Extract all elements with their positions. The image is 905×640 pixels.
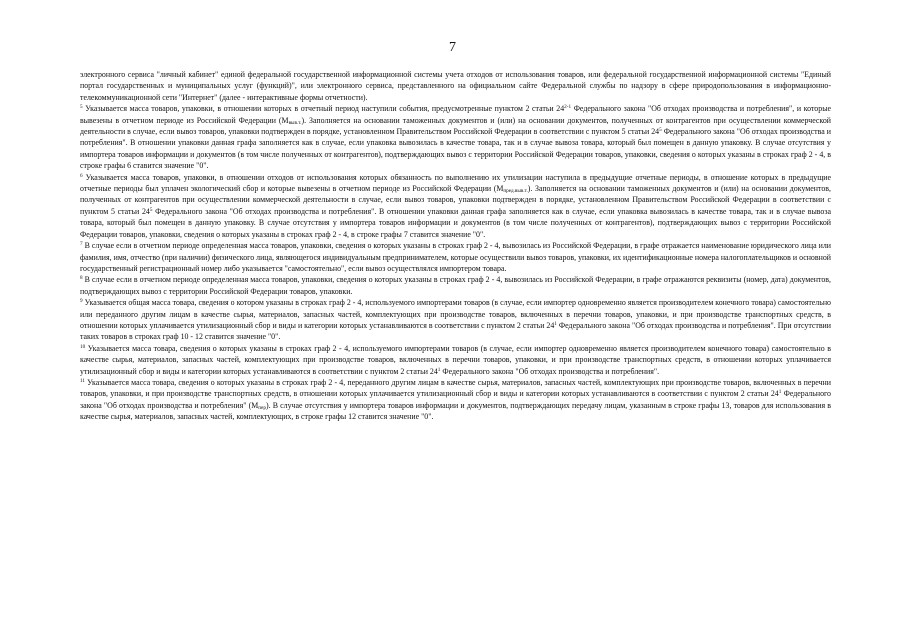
text-run: Указывается масса товара, сведения о которых указаны в строках граф 2 - 4, используемого импортерами товаров (в случае, если импортер одновременно является производителем конечного товара) самостоятельно в качестве сырья, материалов, запасных частей, комплектующих при производстве товаров, включенных в перечни товаров, упаковки, и при производстве транспортных средств, в отношении которых уплачивается утилизационный сбор и виды и категории которых устанавливаются в соответствии с пунктом 2 статьи 24 bbox=[80, 343, 831, 376]
superscript: 9 bbox=[80, 298, 83, 305]
footnote-paragraph bbox=[80, 240, 831, 274]
text-run: Указывается общая масса товара, сведения о котором указаны в строках граф 2 - 4, используемого импортерами товаров (в случае, если импортер одновременно является производителем конечного товара) самостоятельно или переданного другим лицам в качестве сырья, материалов, запасных частей, комплектующих при производстве товаров, включенных в перечни товаров, упаковки, и при производстве транспортных средств, в отношении которых уплачивается утилизационный сбор и виды и категории которых устанавливаются в соответствии с пунктом 2 статьи 24 bbox=[80, 298, 831, 330]
superscript: 5 bbox=[80, 104, 83, 111]
text-run: электронного сервиса "личный кабинет" единой федеральной государственной информационной системы учета отходов от использования товаров, или федеральной государственной информационной системы "Единый портал государственных и муниципальных услуг (функций)", или электронного сервиса, представленного на официальном сайте Федеральной службы по надзору в сфере природопользования в информационно-телекоммуникационной сети "Интернет" (далее - интерактивные формы отчетности). bbox=[80, 70, 831, 102]
text-run: В случае если в отчетном периоде определенная масса товаров, упаковки, сведения о которых указаны в строках граф 2 - 4, вывозилась из Российской Федерации, в графе отражаются реквизиты (номер, дата) документов, подтверждающих вывоз с территории Российской Федерации товаров, упаковки. bbox=[80, 275, 831, 296]
subscript: пред.выв.т. bbox=[503, 188, 528, 195]
continued-paragraph bbox=[80, 69, 831, 103]
text-run: В случае если в отчетном периоде определенная масса товаров, упаковки, сведения о которых указаны в строках граф 2 - 4, вывозилась из Российской Федерации, в графе отражается наименование юридического лица или фамилия, имя, отчество (при наличии) физического лица, являющегося индивидуальным предпринимателем, которые осуществили вывоз товаров, упаковки, их идентификационные номера налогоплательщиков и основной государственный регистрационный номер либо указывается "самостоятельно", если вывоз осуществлялся импортером товара. bbox=[80, 241, 831, 273]
text-run: ). Заполняется на основании таможенных документов и (или) на основании документов, полученных от контрагентов при осуществлении коммерческой деятельности в случае, если вывоз товаров, упаковки подтвержден в порядке, установленном Правительством Российской Федерации в соответствии с пунктом 5 статьи 24 bbox=[80, 115, 831, 137]
text-run: Федерального закона "Об отходах производства и потребления". При отсутствии таких товаров в строках граф 10 - 12 ставится значение "0". bbox=[80, 320, 831, 342]
text-run: ). Заполняется на основании таможенных документов и (или) на основании документов, полученных от контрагентов при осуществлении коммерческой деятельности в случае, если вывоз товаров, упаковки подтвержден в порядке, установленном Правительством Российской Федерации в соответствии с пунктом 5 статьи 24 bbox=[80, 184, 832, 216]
footnote-paragraph bbox=[80, 172, 831, 240]
superscript: 7 bbox=[80, 241, 83, 248]
text-run: Указывается масса товаров, упаковки, в отношении отходов от использования которых обязанность по выполнению их утилизации наступила в предыдущие отчетные периоды, в отношение которых в предыдущие отчетные периоды был уплачен экологический сбор и которые вывезены в отчетном периоде из Российской Федерации (М bbox=[80, 172, 831, 194]
superscript: 2-1 bbox=[564, 104, 572, 111]
footnote-paragraph bbox=[80, 343, 831, 377]
superscript: 1 bbox=[778, 389, 782, 396]
text-run: Федерального закона "Об отходах производства и потребления" (М bbox=[80, 389, 831, 410]
superscript: 1 bbox=[554, 320, 557, 327]
text-run: Федерального закона "Об отходах производства и потребления". В отношении упаковки данная графа заполняется как в случае, если упаковка вывозилась в качестве товара, так и в случае вывоза товара, который был помещен в данную упаковку. В случае отсутствия у импортера товаров информации и документов (в том числе полученных от контрагентов), подтверждающих вывоз с территории Российской Федерации товаров, упаковки, сведения о которых указаны в строках граф 2 - 4, в строке графы 7 ставится значение "0". bbox=[80, 206, 831, 239]
superscript: 1 bbox=[437, 366, 441, 373]
superscript: 5 bbox=[149, 206, 153, 213]
superscript: 8 bbox=[80, 275, 83, 282]
text-run: Указывается масса товаров, упаковки, в отношении которых в отчетный период наступили события, предусмотренные пунктом 2 статьи 24 bbox=[82, 104, 565, 114]
superscript: 11 bbox=[80, 377, 85, 384]
text-run: ). В случае отсутствия у импортера товаров информации и документов, подтверждающих передачу лицам, указанным в строке графы 13, товаров для использования в качестве сырья, материалов, запасных частей, комплектующих, в строке графы 12 ставится значение "0". bbox=[80, 400, 831, 422]
text-run: Федерального закона "Об отходах производства и потребления". В отношении упаковки данная графа заполняется как в случае, если упаковка вывозилась в качестве товара, так и в случае вывоза товара, который был помещен в данную упаковку. В случае отсутствия у импортера товаров информации и документов (в том числе полученных от контрагентов), подтверждающих вывоз с территории Российской Федерации товаров, упаковки, сведения о которых указаны в строках граф 2 - 4, в строке графы 6 ставится значение "0". bbox=[80, 127, 831, 171]
page-number: 7 bbox=[449, 40, 456, 55]
subscript: выв.т. bbox=[288, 119, 302, 126]
superscript: 6 bbox=[80, 172, 83, 179]
footnote-paragraph bbox=[80, 377, 831, 423]
footnote-paragraph bbox=[80, 103, 831, 171]
text-run: Указывается масса товара, сведения о которых указаны в строках граф 2 - 4, переданного другим лицам в качестве сырья, материалов, запасных частей, комплектующих при производстве товаров, включенных в перечни товаров, упаковки, и при производстве транспортных средств, в отношении которых уплачивается утилизационный сбор и виды и категории которых устанавливаются в соответствии с пунктом 2 статьи 24 bbox=[80, 377, 831, 399]
text-run: Федерального закона "Об отходах производства и потребления". bbox=[440, 366, 660, 376]
subscript: пер bbox=[258, 404, 266, 411]
footnote-paragraph bbox=[80, 274, 831, 297]
footnotes-text bbox=[80, 69, 831, 423]
superscript: 5 bbox=[659, 127, 662, 134]
footnote-paragraph bbox=[80, 297, 831, 343]
text-run: Федерального закона "Об отходах производства и потребления", и которые вывезены в отчетном периоде из Российской Федерации (М bbox=[80, 104, 831, 125]
superscript: 10 bbox=[80, 343, 86, 350]
